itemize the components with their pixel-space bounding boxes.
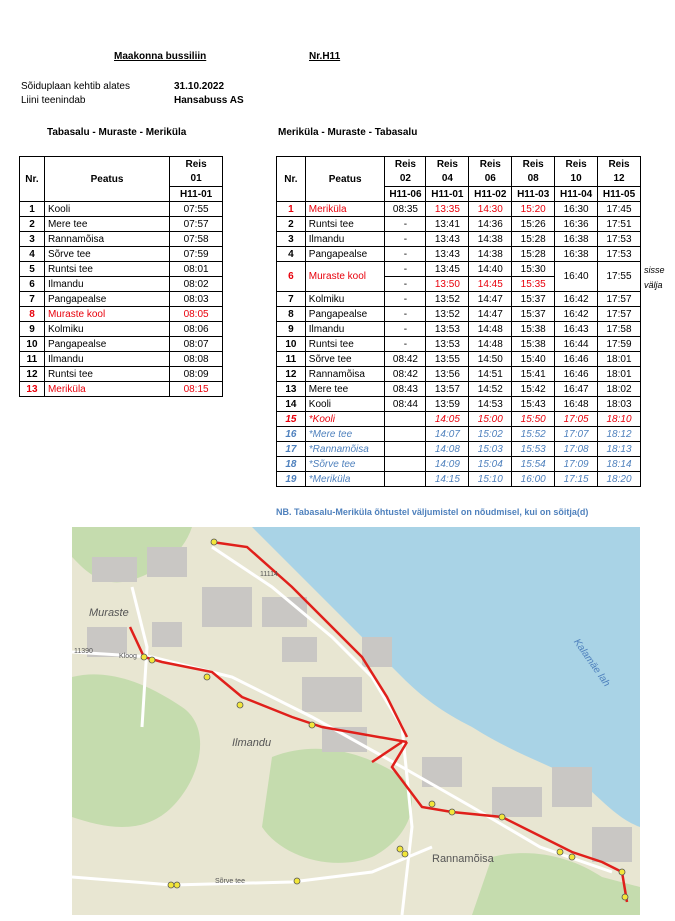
stop-name: Ilmandu [44, 277, 169, 292]
departure-time: 14:40 [469, 262, 512, 277]
table-row [20, 232, 223, 247]
departure-time: 14:48 [469, 337, 512, 352]
row-number: 9 [277, 322, 306, 337]
departure-time: 15:20 [512, 202, 555, 217]
map-label-road-11114: 11114 [260, 571, 278, 578]
stop-name: Muraste kool [305, 262, 385, 292]
operator-name: Hansabuss AS [174, 95, 244, 106]
departure-time: 14:09 [426, 457, 469, 472]
departure-time: - [385, 262, 426, 277]
departure-time: 14:52 [469, 382, 512, 397]
row-number: 13 [277, 382, 306, 397]
departure-time: 15:38 [512, 322, 555, 337]
stop-name: Runtsi tee [44, 367, 169, 382]
departure-time: 16:42 [555, 307, 598, 322]
departure-time: 16:46 [555, 367, 598, 382]
departure-time: 16:42 [555, 292, 598, 307]
stop-name: Runtsi tee [305, 217, 385, 232]
departure-time: 16:47 [555, 382, 598, 397]
col-nr-header: Nr. [20, 157, 45, 202]
departure-time: 15:42 [512, 382, 555, 397]
right-timetable [276, 156, 641, 487]
stop-name: *Kooli [305, 412, 385, 427]
departure-time: 14:08 [426, 442, 469, 457]
departure-time [385, 457, 426, 472]
col-nr-header: Nr. [277, 157, 306, 202]
footnote: NB. Tabasalu-Meriküla õhtustel väljumistel on nõudmisel, kui on sõitja(d) [276, 507, 589, 517]
departure-time: 15:40 [512, 352, 555, 367]
row-number: 13 [20, 382, 45, 397]
row-number: 17 [277, 442, 306, 457]
departure-time: 17:53 [598, 247, 641, 262]
departure-time: 08:05 [170, 307, 223, 322]
departure-time: 18:10 [598, 412, 641, 427]
departure-time: 08:42 [385, 352, 426, 367]
departure-time: 17:08 [555, 442, 598, 457]
stop-name: *Sõrve tee [305, 457, 385, 472]
row-number: 12 [277, 367, 306, 382]
departure-time: 13:43 [426, 232, 469, 247]
departure-time: 16:30 [555, 202, 598, 217]
departure-time: 15:35 [512, 277, 555, 292]
departure-time: 08:44 [385, 397, 426, 412]
trip-number: 12 [598, 172, 641, 187]
table-row [277, 247, 641, 262]
departure-time: 17:53 [598, 232, 641, 247]
departure-time: 14:53 [469, 397, 512, 412]
row-number: 14 [277, 397, 306, 412]
trip-code: H11-01 [170, 187, 223, 202]
stop-name: *Mere tee [305, 427, 385, 442]
map-label-kloog: Kloog [119, 653, 137, 660]
departure-time: 18:01 [598, 352, 641, 367]
row-number: 7 [277, 292, 306, 307]
table-row [20, 262, 223, 277]
row-number: 15 [277, 412, 306, 427]
table-row [277, 322, 641, 337]
departure-time: 16:36 [555, 217, 598, 232]
departure-time: 14:30 [469, 202, 512, 217]
departure-time: 15:52 [512, 427, 555, 442]
trip-code: H11-06 [385, 187, 426, 202]
row-number: 3 [277, 232, 306, 247]
departure-time: 14:38 [469, 232, 512, 247]
trip-code: H11-01 [426, 187, 469, 202]
col-stop-header: Peatus [44, 157, 169, 202]
departure-time: 07:57 [170, 217, 223, 232]
stop-name: Kolmiku [44, 322, 169, 337]
table-row [20, 307, 223, 322]
side-note-in: sisse [644, 265, 665, 275]
row-number: 16 [277, 427, 306, 442]
departure-time: 15:03 [469, 442, 512, 457]
stop-name: Sõrve tee [44, 247, 169, 262]
trip-label: Reis [385, 157, 426, 172]
departure-time: 18:03 [598, 397, 641, 412]
operator-label: Liini teenindab [21, 95, 86, 106]
departure-time: 13:41 [426, 217, 469, 232]
map-label-ilmandu: Ilmandu [232, 737, 272, 749]
row-number: 1 [20, 202, 45, 217]
departure-time: 07:59 [170, 247, 223, 262]
departure-time: 15:43 [512, 397, 555, 412]
trip-label: Reis [512, 157, 555, 172]
map-label-road-11390: 11390 [74, 648, 93, 655]
departure-time: 14:15 [426, 472, 469, 487]
table-row [20, 382, 223, 397]
trip-label: Reis [426, 157, 469, 172]
row-number: 12 [20, 367, 45, 382]
left-table-title: Tabasalu - Muraste - Meriküla [47, 127, 187, 138]
row-number: 4 [277, 247, 306, 262]
stop-name: Pangapealse [44, 337, 169, 352]
departure-time: 08:01 [170, 262, 223, 277]
departure-time: 13:55 [426, 352, 469, 367]
trip-label: Reis [170, 157, 223, 172]
row-number: 11 [20, 352, 45, 367]
departure-time: 15:37 [512, 292, 555, 307]
departure-time: 13:52 [426, 292, 469, 307]
departure-time: 16:46 [555, 352, 598, 367]
stop-name: Pangapealse [305, 247, 385, 262]
departure-time: 17:59 [598, 337, 641, 352]
row-number: 7 [20, 292, 45, 307]
trip-number: 01 [170, 172, 223, 187]
departure-time [385, 442, 426, 457]
departure-time: 15:28 [512, 247, 555, 262]
map-graphic [72, 527, 640, 915]
departure-time: 15:04 [469, 457, 512, 472]
stop-name: Mere tee [305, 382, 385, 397]
line-number: Nr.H11 [309, 51, 341, 62]
departure-time: 16:48 [555, 397, 598, 412]
table-row [277, 472, 641, 487]
side-note-out: välja [644, 280, 663, 290]
departure-time: 14:50 [469, 352, 512, 367]
departure-time: 13:53 [426, 337, 469, 352]
table-row [277, 202, 641, 217]
departure-time: 17:51 [598, 217, 641, 232]
stop-name: Kooli [305, 397, 385, 412]
table-row [277, 307, 641, 322]
departure-time: - [385, 292, 426, 307]
map-label-muraste: Muraste [89, 607, 129, 619]
departure-time: 15:37 [512, 307, 555, 322]
table-row [277, 382, 641, 397]
departure-time: 13:52 [426, 307, 469, 322]
table-row [277, 232, 641, 247]
row-number: 18 [277, 457, 306, 472]
stop-name: Sõrve tee [305, 352, 385, 367]
col-stop-header: Peatus [305, 157, 385, 202]
departure-time [385, 412, 426, 427]
departure-time: 08:35 [385, 202, 426, 217]
stop-name: Meriküla [305, 202, 385, 217]
table-row [20, 322, 223, 337]
departure-time: 13:43 [426, 247, 469, 262]
row-number: 1 [277, 202, 306, 217]
stop-name: Ilmandu [305, 322, 385, 337]
table-row [277, 217, 641, 232]
table-row [277, 412, 641, 427]
stop-name: Rannamõisa [305, 367, 385, 382]
departure-time: 14:05 [426, 412, 469, 427]
row-number: 3 [20, 232, 45, 247]
stop-name: Pangapealse [305, 307, 385, 322]
table-row [277, 442, 641, 457]
row-number: 6 [20, 277, 45, 292]
departure-time: 07:58 [170, 232, 223, 247]
stop-name: Pangapealse [44, 292, 169, 307]
departure-time: 08:43 [385, 382, 426, 397]
map-label-sorve-tee: Sõrve tee [215, 878, 245, 885]
departure-time: - [385, 247, 426, 262]
departure-time: 13:57 [426, 382, 469, 397]
row-number: 10 [277, 337, 306, 352]
stop-name: Mere tee [44, 217, 169, 232]
stop-name: Rannamõisa [44, 232, 169, 247]
departure-time: 13:59 [426, 397, 469, 412]
table-row [277, 337, 641, 352]
departure-time: 15:50 [512, 412, 555, 427]
departure-time: 13:56 [426, 367, 469, 382]
departure-time: 14:45 [469, 277, 512, 292]
row-number: 5 [20, 262, 45, 277]
departure-time: 18:13 [598, 442, 641, 457]
stop-name: Kolmiku [305, 292, 385, 307]
valid-from-date: 31.10.2022 [174, 81, 225, 92]
departure-time: 18:12 [598, 427, 641, 442]
departure-time: 16:43 [555, 322, 598, 337]
stop-name: Runtsi tee [305, 337, 385, 352]
departure-time: - [385, 322, 426, 337]
map-label-bay: Kalamäe lah [570, 637, 612, 689]
stop-name: Meriküla [44, 382, 169, 397]
departure-time: 17:55 [598, 262, 641, 292]
departure-time: 15:53 [512, 442, 555, 457]
stop-name: Kooli [44, 202, 169, 217]
departure-time: - [385, 217, 426, 232]
stop-name: Muraste kool [44, 307, 169, 322]
table-row [277, 292, 641, 307]
departure-time: - [385, 337, 426, 352]
departure-time: 08:06 [170, 322, 223, 337]
table-row [277, 457, 641, 472]
departure-time: 16:44 [555, 337, 598, 352]
departure-time: 08:03 [170, 292, 223, 307]
departure-time: - [385, 232, 426, 247]
stop-name: *Rannamõisa [305, 442, 385, 457]
departure-time: 18:14 [598, 457, 641, 472]
map-label-rannamoisa: Rannamõisa [432, 853, 494, 865]
departure-time: 14:47 [469, 292, 512, 307]
row-number: 8 [277, 307, 306, 322]
departure-time: 18:01 [598, 367, 641, 382]
table-row [20, 367, 223, 382]
departure-time: 15:00 [469, 412, 512, 427]
departure-time: 16:00 [512, 472, 555, 487]
trip-label: Reis [555, 157, 598, 172]
departure-time: 14:47 [469, 307, 512, 322]
trip-number: 02 [385, 172, 426, 187]
trip-number: 08 [512, 172, 555, 187]
stop-name: Ilmandu [305, 232, 385, 247]
departure-time: 15:10 [469, 472, 512, 487]
stop-name: Runtsi tee [44, 262, 169, 277]
page-title: Maakonna bussiliin [114, 51, 207, 62]
table-row [20, 247, 223, 262]
table-row [277, 367, 641, 382]
table-row [20, 217, 223, 232]
departure-time: 14:07 [426, 427, 469, 442]
departure-time: 13:53 [426, 322, 469, 337]
departure-time: 17:58 [598, 322, 641, 337]
left-timetable [19, 156, 223, 397]
row-number: 4 [20, 247, 45, 262]
departure-time: 08:07 [170, 337, 223, 352]
row-number: 2 [277, 217, 306, 232]
departure-time: 15:54 [512, 457, 555, 472]
trip-number: 04 [426, 172, 469, 187]
departure-time: 13:50 [426, 277, 469, 292]
departure-time: 17:57 [598, 292, 641, 307]
row-number: 19 [277, 472, 306, 487]
departure-time: 17:57 [598, 307, 641, 322]
departure-time: 07:55 [170, 202, 223, 217]
departure-time: 16:40 [555, 262, 598, 292]
departure-time: 08:09 [170, 367, 223, 382]
departure-time: 17:07 [555, 427, 598, 442]
right-table-title: Meriküla - Muraste - Tabasalu [278, 127, 418, 138]
trip-code: H11-04 [555, 187, 598, 202]
table-row [20, 292, 223, 307]
table-row [277, 352, 641, 367]
departure-time: 08:08 [170, 352, 223, 367]
departure-time [385, 472, 426, 487]
trip-code: H11-03 [512, 187, 555, 202]
row-number: 9 [20, 322, 45, 337]
departure-time: 08:42 [385, 367, 426, 382]
departure-time: 18:20 [598, 472, 641, 487]
row-number: 11 [277, 352, 306, 367]
route-map [72, 527, 640, 915]
departure-time: 15:41 [512, 367, 555, 382]
table-row [277, 397, 641, 412]
departure-time: 18:02 [598, 382, 641, 397]
departure-time: 17:09 [555, 457, 598, 472]
row-number: 10 [20, 337, 45, 352]
departure-time: 15:30 [512, 262, 555, 277]
departure-time: 14:48 [469, 322, 512, 337]
trip-number: 10 [555, 172, 598, 187]
departure-time: 17:15 [555, 472, 598, 487]
row-number: 6 [277, 262, 306, 292]
departure-time: 17:05 [555, 412, 598, 427]
departure-time: 14:36 [469, 217, 512, 232]
departure-time: 16:38 [555, 232, 598, 247]
trip-label: Reis [469, 157, 512, 172]
departure-time: 17:45 [598, 202, 641, 217]
trip-label: Reis [598, 157, 641, 172]
table-row [20, 337, 223, 352]
row-number: 2 [20, 217, 45, 232]
trip-number: 06 [469, 172, 512, 187]
trip-code: H11-05 [598, 187, 641, 202]
departure-time: 13:45 [426, 262, 469, 277]
departure-time: 15:38 [512, 337, 555, 352]
row-number: 8 [20, 307, 45, 322]
stop-name: Ilmandu [44, 352, 169, 367]
table-row [20, 277, 223, 292]
table-row [277, 427, 641, 442]
departure-time: 15:02 [469, 427, 512, 442]
stop-name: *Meriküla [305, 472, 385, 487]
departure-time: 15:28 [512, 232, 555, 247]
departure-time: 08:15 [170, 382, 223, 397]
departure-time: 14:51 [469, 367, 512, 382]
trip-code: H11-02 [469, 187, 512, 202]
departure-time: - [385, 307, 426, 322]
departure-time: 13:35 [426, 202, 469, 217]
departure-time: 14:38 [469, 247, 512, 262]
valid-from-label: Sõiduplaan kehtib alates [21, 81, 130, 92]
table-row [20, 352, 223, 367]
departure-time: - [385, 277, 426, 292]
departure-time: 08:02 [170, 277, 223, 292]
table-row [277, 262, 641, 277]
table-row [20, 202, 223, 217]
departure-time: 16:38 [555, 247, 598, 262]
departure-time: 15:26 [512, 217, 555, 232]
departure-time [385, 427, 426, 442]
